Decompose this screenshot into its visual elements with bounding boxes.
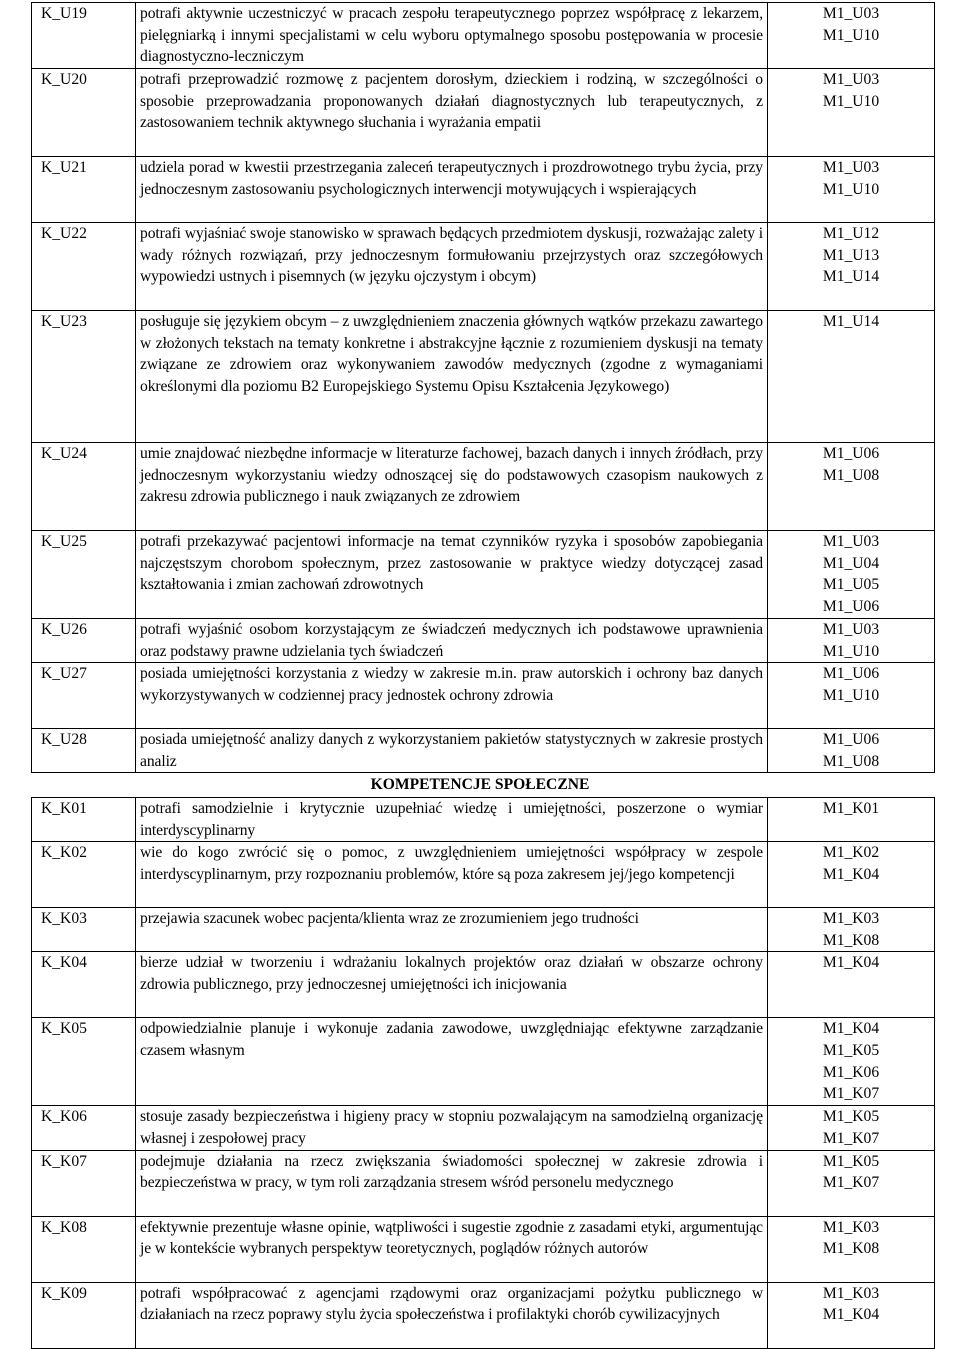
table-row: [32, 223, 935, 311]
section-title: KOMPETENCJE SPOŁECZNE: [370, 776, 590, 793]
reference-code: M1_U08: [822, 466, 880, 484]
outcome-description: potrafi przekazywać pacjentowi informacje na temat czynników ryzyka i sposobów zapobiegania najczęstszym chorobom społecznym, przez zastosowanie w praktyce wiedzy dotyczącej zasad kształtowania i zmian zachowań zdrowotnych: [136, 531, 768, 619]
table-row: [32, 663, 935, 729]
outcome-description: potrafi przeprowadzić rozmowę z pacjentem dorosłym, dzieckiem i rodziną, w szczególności o sposobie przeprowadzania proponowanych działań diagnostycznych lub terapeutycznych, z zastosowaniem technik aktywnego słuchania i wyrażania empatii: [136, 69, 768, 157]
reference-code: M1_U10: [822, 642, 880, 660]
reference-code: M1_U10: [822, 92, 880, 110]
outcome-code: K_K03: [32, 908, 136, 952]
reference-code: M1_U06: [822, 597, 880, 615]
reference-code: M1_K06: [822, 1063, 880, 1081]
outcome-references: [768, 798, 935, 842]
table-row: [32, 1150, 935, 1216]
outcome-description: posiada umiejętność analizy danych z wykorzystaniem pakietów statystycznych w zakresie prostych analiz: [136, 729, 768, 773]
outcome-description: wie do kogo zwrócić się o pomoc, z uwzględnieniem umiejętności współpracy w zespole interdyscyplinarnym, przy rozpoznaniu problemów, które są poza zakresem jej/jego kompetencji: [136, 842, 768, 908]
reference-code: M1_U12: [822, 225, 880, 242]
table-row: [32, 3, 935, 69]
outcome-code: K_K09: [32, 1282, 136, 1348]
outcome-code: K_U26: [32, 619, 136, 663]
outcome-description: umie znajdować niezbędne informacje w literaturze fachowej, bazach danych i innych źródłach, przy jednoczesnym wykorzystaniu wiedzy odnoszącej się do podstawowych czasopism naukowych z zakresu zdrowia publicznego i nauk związanych ze zdrowiem: [136, 443, 768, 531]
outcome-code: K_U28: [32, 729, 136, 773]
outcome-references: [768, 1150, 935, 1216]
reference-code: M1_K07: [822, 1085, 880, 1103]
table-row: [32, 1216, 935, 1282]
table-row: [32, 619, 935, 663]
table-row: [32, 952, 935, 1018]
outcome-code: K_U23: [32, 311, 136, 443]
outcome-references: [768, 3, 935, 69]
outcome-references: [768, 842, 935, 908]
reference-code: M1_U03: [822, 159, 880, 176]
reference-code: M1_K02: [822, 844, 880, 862]
outcome-references: [768, 443, 935, 531]
outcome-description: efektywnie prezentuje własne opinie, wątpliwości i sugestie zgodnie z zasadami etyki, argumentując je w kontekście wybranych perspektyw teoretycznych, poglądów różnych autorów: [136, 1216, 768, 1282]
outcome-code: K_U25: [32, 531, 136, 619]
outcome-description: potrafi współpracować z agencjami rządowymi oraz organizacjami pożytku publicznego w działaniach na rzecz poprawy stylu życia społeczeństwa i profilaktyki chorób cywilizacyjnych: [136, 1282, 768, 1348]
reference-code: M1_K01: [822, 800, 880, 817]
outcome-references: [768, 157, 935, 223]
outcome-references: [768, 1282, 935, 1348]
outcome-code: K_K08: [32, 1216, 136, 1282]
outcome-code: K_K01: [32, 798, 136, 842]
reference-code: M1_U04: [822, 554, 880, 572]
reference-code: M1_K08: [822, 1240, 880, 1258]
reference-code: M1_K07: [822, 1174, 880, 1192]
outcome-references: [768, 908, 935, 952]
reference-code: M1_K04: [822, 1020, 880, 1038]
outcome-code: K_U27: [32, 663, 136, 729]
reference-code: M1_U06: [822, 665, 880, 683]
outcome-description: posiada umiejętności korzystania z wiedzy w zakresie m.in. praw autorskich i ochrony baz danych wykorzystywanych w codziennej pracy jednostek ochrony zdrowia: [136, 663, 768, 729]
table-row: [32, 531, 935, 619]
outcome-description: posługuje się językiem obcym – z uwzględnieniem znaczenia głównych wątków przekazu zawartego w złożonych tekstach na tematy konkretne i abstrakcyjne łącznie z rozumieniem dyskusji na tematy związane ze zdrowiem oraz wykonywaniem zawodów medycznych (zgodne z wymaganiami określonymi dla poziomu B2 Europejskiego Systemu Opisu Kształcenia Językowego): [136, 311, 768, 443]
outcome-description: potrafi aktywnie uczestniczyć w pracach zespołu terapeutycznego poprzez współpracę z lekarzem, pielęgniarką i innymi specjalistami w celu wyboru optymalnego sposobu postępowania w procesie diagnostyczno-leczniczym: [136, 3, 768, 69]
outcome-code: K_U21: [32, 157, 136, 223]
outcome-references: [768, 729, 935, 773]
outcome-description: podejmuje działania na rzecz zwiększania świadomości społecznej w zakresie zdrowia i bezpieczeństwa w pracy, w tym roli zarządzania stresem wśród personelu medycznego: [136, 1150, 768, 1216]
outcome-references: [768, 952, 935, 1018]
table-row: [32, 842, 935, 908]
reference-code: M1_U14: [822, 313, 880, 330]
reference-code: M1_U06: [822, 445, 880, 462]
competence-table: [31, 797, 935, 1349]
reference-code: M1_U08: [822, 752, 880, 770]
outcome-code: K_U22: [32, 223, 136, 311]
table-row: [32, 69, 935, 157]
outcome-references: [768, 1216, 935, 1282]
reference-code: M1_K04: [822, 865, 880, 883]
outcome-code: K_K05: [32, 1018, 136, 1106]
reference-code: M1_U03: [822, 5, 880, 22]
table-row: [32, 443, 935, 531]
reference-code: M1_U03: [822, 621, 880, 638]
outcome-description: potrafi wyjaśnić osobom korzystającym ze świadczeń medycznych ich podstawowe uprawnienia oraz podstawy prawne udzielania tych świadczeń: [136, 619, 768, 663]
outcome-code: K_U20: [32, 69, 136, 157]
reference-code: M1_K03: [822, 1218, 880, 1236]
reference-code: M1_U03: [822, 533, 880, 550]
skills-table-body: [32, 3, 935, 773]
table-row: [32, 908, 935, 952]
skills-table: [31, 2, 935, 773]
outcome-description: odpowiedzialnie planuje i wykonuje zadania zawodowe, uwzględniając efektywne zarządzanie czasem własnym: [136, 1018, 768, 1106]
reference-code: M1_U05: [822, 576, 880, 594]
outcome-references: [768, 531, 935, 619]
outcome-code: K_K04: [32, 952, 136, 1018]
reference-code: M1_U10: [822, 26, 880, 44]
reference-code: M1_U03: [822, 71, 880, 88]
reference-code: M1_K04: [822, 1306, 880, 1324]
reference-code: M1_U14: [822, 268, 880, 286]
table-row: [32, 729, 935, 773]
outcome-references: [768, 223, 935, 311]
reference-code: M1_K07: [822, 1129, 880, 1147]
reference-code: M1_K03: [822, 910, 880, 928]
table-row: [32, 798, 935, 842]
reference-code: M1_U10: [822, 180, 880, 198]
outcome-description: udziela porad w kwestii przestrzegania zaleceń terapeutycznych i prozdrowotnego trybu życia, przy jednoczesnym zastosowaniu psychologicznych interwencji motywujących i wspierających: [136, 157, 768, 223]
reference-code: M1_K05: [822, 1152, 880, 1170]
reference-code: M1_U13: [822, 246, 880, 264]
outcome-description: przejawia szacunek wobec pacjenta/klienta wraz ze zrozumieniem jego trudności: [136, 908, 768, 952]
reference-code: M1_K03: [822, 1284, 880, 1302]
table-row: [32, 1106, 935, 1150]
reference-code: M1_K04: [822, 954, 880, 972]
outcome-code: K_K07: [32, 1150, 136, 1216]
outcome-code: K_K02: [32, 842, 136, 908]
outcome-description: bierze udział w tworzeniu i wdrażaniu lokalnych projektów oraz działań w obszarze ochrony zdrowia publicznego, przy jednoczesnej umiejętności ich inicjowania: [136, 952, 768, 1018]
outcome-code: K_U19: [32, 3, 136, 69]
outcome-references: [768, 663, 935, 729]
outcome-description: potrafi samodzielnie i krytycznie uzupełniać wiedzę i umiejętności, poszerzone o wymiar interdyscyplinarny: [136, 798, 768, 842]
table-row: [32, 1282, 935, 1348]
outcome-description: stosuje zasady bezpieczeństwa i higieny pracy w stopniu pozwalającym na samodzielną organizację własnej i zespołowej pracy: [136, 1106, 768, 1150]
outcome-code: K_U24: [32, 443, 136, 531]
reference-code: M1_K05: [822, 1108, 880, 1126]
outcome-references: [768, 311, 935, 443]
table-row: [32, 1018, 935, 1106]
table-row: [32, 157, 935, 223]
table-row: [32, 311, 935, 443]
reference-code: M1_U06: [822, 731, 880, 749]
reference-code: M1_U10: [822, 686, 880, 704]
outcome-references: [768, 1106, 935, 1150]
outcome-references: [768, 619, 935, 663]
outcome-references: [768, 69, 935, 157]
outcome-code: K_K06: [32, 1106, 136, 1150]
reference-code: M1_K05: [822, 1041, 880, 1059]
competence-table-body: [32, 798, 935, 1349]
reference-code: M1_K08: [822, 931, 880, 949]
outcome-description: potrafi wyjaśniać swoje stanowisko w sprawach będących przedmiotem dyskusji, rozważając zalety i wady różnych rozwiązań, przy jednoczesnym formułowaniu przejrzystych oraz szczegółowych wypowiedzi ustnych i pisemnych (w języku ojczystym i obcym): [136, 223, 768, 311]
outcome-references: [768, 1018, 935, 1106]
